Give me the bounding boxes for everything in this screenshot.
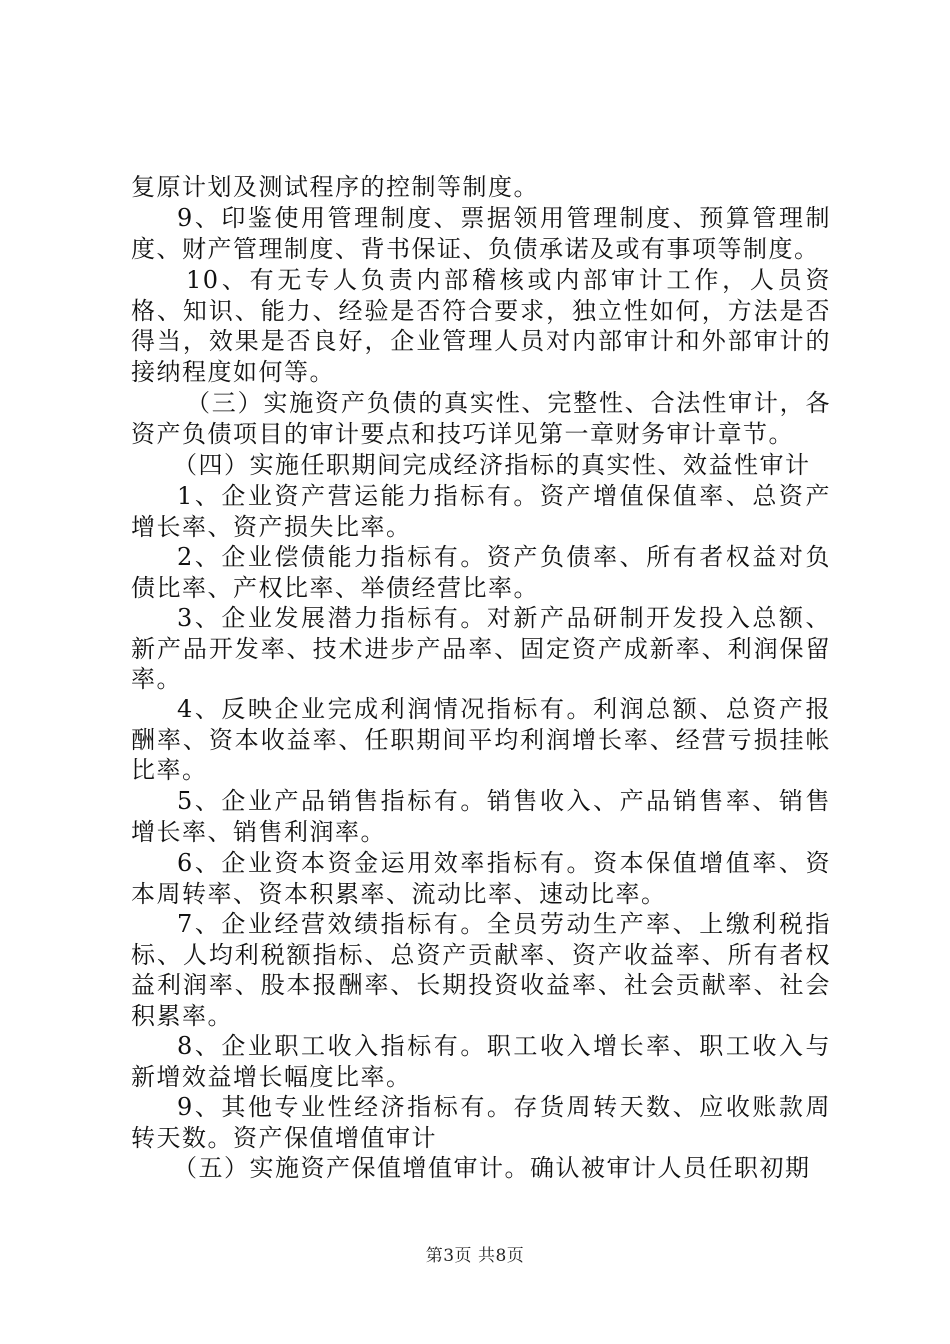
paragraph-9: 4、反映企业完成利润情况指标有。利润总额、总资产报酬率、资本收益率、任职期间平均利润增长率、经营亏损挂帐比率。 [131,695,831,784]
paragraph-12: 7、企业经营效绩指标有。全员劳动生产率、上缴利税指标、人均利税额指标、总资产贡献率、资产收益率、所有者权益利润率、股本报酬率、长期投资收益率、社会贡献率、社会积累率。 [131,910,831,1030]
paragraph-1: 复原计划及测试程序的控制等制度。 [131,173,539,201]
paragraph-10: 5、企业产品销售指标有。销售收入、产品销售率、销售增长率、销售利润率。 [131,787,831,846]
paragraph-4: （三）实施资产负债的真实性、完整性、合法性审计，各资产负债项目的审计要点和技巧详见第一章财务审计章节。 [131,389,831,448]
paragraph-8: 3、企业发展潜力指标有。对新产品研制开发投入总额、新产品开发率、技术进步产品率、固定资产成新率、利润保留率。 [131,604,831,693]
paragraph-15: （五）实施资产保值增值审计。确认被审计人员任职初期 [173,1154,811,1182]
page-number-footer: 第3页 共8页 [425,1246,525,1266]
paragraph-6: 1、企业资产营运能力指标有。资产增值保值率、总资产增长率、资产损失比率。 [131,482,831,541]
paragraph-11: 6、企业资本资金运用效率指标有。资本保值增值率、资本周转率、资本积累率、流动比率、速动比率。 [131,849,831,908]
paragraph-5: （四）实施任职期间完成经济指标的真实性、效益性审计 [173,451,811,479]
paragraph-3: 10、有无专人负责内部稽核或内部审计工作，人员资格、知识、能力、经验是否符合要求，独立性如何，方法是否得当，效果是否良好，企业管理人员对内部审计和外部审计的接纳程度如何等。 [131,266,831,386]
paragraph-14: 9、其他专业性经济指标有。存货周转天数、应收账款周转天数。资产保值增值审计 [131,1093,831,1152]
paragraph-2: 9、印鉴使用管理制度、票据领用管理制度、预算管理制度、财产管理制度、背书保证、负债承诺及或有事项等制度。 [131,204,831,263]
paragraph-13: 8、企业职工收入指标有。职工收入增长率、职工收入与新增效益增长幅度比率。 [131,1032,831,1091]
paragraph-7: 2、企业偿债能力指标有。资产负债率、所有者权益对负债比率、产权比率、举债经营比率。 [131,543,831,602]
